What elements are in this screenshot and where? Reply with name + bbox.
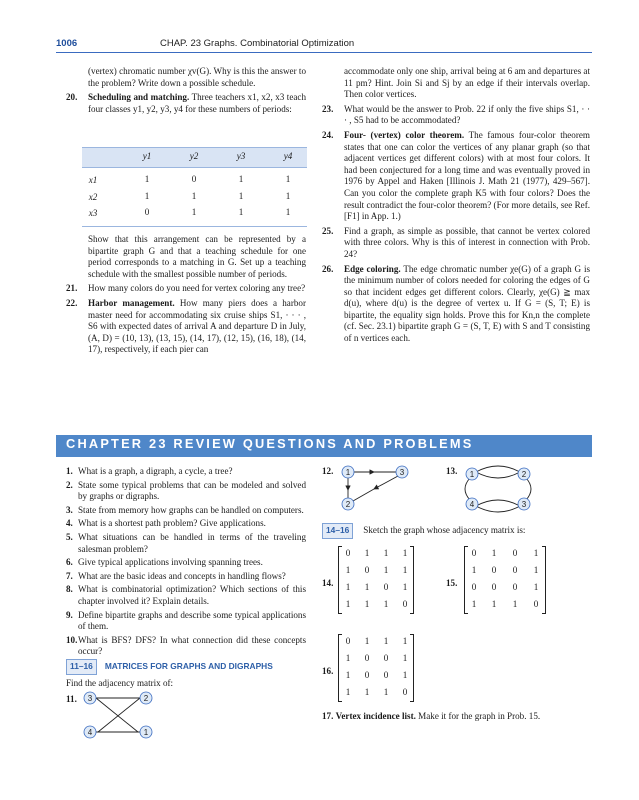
graph-node-label: 3 (87, 694, 93, 703)
review-question-number: 2. (66, 479, 73, 490)
table-cell: 1 (191, 207, 197, 217)
graph-node-label: 3 (399, 468, 405, 477)
section-11-16-range: 11–16 (66, 659, 97, 675)
matrix-cell: 0 (491, 565, 497, 575)
table-cell: 1 (238, 207, 244, 217)
graph-edge (98, 698, 140, 732)
problem-20-after-table: Show that this arrangement can be represented by a bipartite graph G and that a teaching schedule for one period corresponds to a matching in G. Set up a teaching schedule with the smallest possible number of periods. (88, 234, 306, 279)
graph-node-label: 4 (87, 728, 93, 737)
graph-edge (526, 478, 531, 500)
matrix-cell: 1 (402, 548, 408, 558)
matrix-cell: 0 (533, 599, 539, 609)
matrix-cell: 1 (471, 565, 477, 575)
matrix-cell: 0 (471, 582, 477, 592)
review-question-number: 8. (66, 584, 73, 595)
problem-15-matrix (464, 546, 546, 614)
graph-edge (476, 506, 520, 512)
review-question-text: State from memory how graphs can be handled on computers. (78, 504, 304, 515)
periods-table-header (82, 148, 307, 168)
graph-edge (476, 500, 520, 506)
table-cell: 1 (238, 174, 244, 184)
graph-node-label: 2 (143, 694, 149, 703)
review-question (66, 532, 306, 555)
review-question (66, 584, 306, 607)
matrix-cell: 1 (383, 565, 389, 575)
table-row (82, 172, 307, 189)
graph-node-label: 1 (469, 470, 475, 479)
row-header-x1: x1 (88, 175, 98, 185)
col-header-y3: y3 (236, 151, 246, 161)
review-question-number: 5. (66, 531, 73, 542)
table-row (82, 189, 307, 206)
review-question (66, 505, 306, 517)
review-banner-title: CHAPTER 23 REVIEW QUESTIONS AND PROBLEMS (66, 436, 474, 451)
matrix-cell: 1 (402, 670, 408, 680)
problem-26 (322, 264, 590, 345)
table-cell: 1 (285, 207, 291, 217)
matrix-cell: 1 (533, 582, 539, 592)
table-cell: 1 (144, 190, 150, 201)
table-cell: 1 (144, 174, 150, 184)
graph-edge (353, 489, 374, 501)
graph-node-label: 2 (345, 500, 351, 509)
problem-23-text: What would be the answer to Prob. 22 if only the five ships S1, · · · , S5 had to be accommodated? (344, 103, 590, 126)
col-header-y2: y2 (189, 151, 199, 161)
header-rule (56, 52, 592, 53)
problem-17-text: Make it for the graph in Prob. 15. (415, 711, 541, 721)
problem-12-graph (336, 464, 416, 512)
matrix-cell: 1 (364, 636, 370, 646)
right-column (322, 66, 590, 345)
table-cell: 0 (191, 174, 197, 184)
graph-node-label: 2 (521, 470, 527, 479)
graph-node-label: 4 (469, 500, 475, 509)
problem-25 (322, 226, 590, 261)
matrix-cell: 1 (345, 565, 351, 575)
col-header-y1: y1 (142, 151, 152, 161)
matrix-cell: 1 (345, 582, 351, 592)
problem-16-number: 16. (322, 666, 334, 676)
matrix-cell: 0 (345, 548, 351, 558)
problem-22-number: 22. (66, 297, 78, 308)
table-row (82, 205, 307, 222)
matrix-cell: 0 (364, 565, 370, 575)
review-question-text: What are the basic ideas and concepts in handling flows? (78, 570, 286, 581)
problem-22-text: How many piers does a harbor master need for accommodating six cruise ships S1, · · · , S6 with expected dates of arrival A and departure D in July, (A, D) = (10, 13), (13, 15), (14, 17), (12, 15), (16, 18), (14, 17), respectively, if each pier can (88, 297, 306, 355)
problem-26-title: Edge coloring. (344, 263, 401, 274)
graph-node-label: 3 (521, 500, 527, 509)
row-header-x2: x2 (88, 191, 98, 202)
review-question-number: 4. (66, 518, 73, 529)
problem-25-text: Find a graph, as simple as possible, that cannot be vertex colored with three colors. Why is this of interest in connection with Prob. 24? (344, 225, 590, 259)
matrix-cell: 0 (364, 653, 370, 663)
running-header (56, 38, 592, 52)
review-question-number: 6. (66, 557, 73, 568)
review-question-number: 1. (66, 466, 73, 476)
matrix-cell: 1 (402, 636, 408, 646)
problem-21-text: How many colors do you need for vertex coloring any tree? (88, 283, 306, 294)
problem-20 (66, 92, 306, 115)
problem-20-text: Three teachers x1, x2, x3 teach four classes y1, y2, y3, y4 for these numbers of periods: (88, 92, 306, 114)
review-question (66, 571, 306, 583)
problem-24-title: Four- (vertex) color theorem. (344, 129, 465, 140)
problem-24-text: The famous four-color theorem states that one can color the vertices of any planar graph (so that adjacent vertices get different colors) with at most four colors. It had been conjectured for a long time and was eventually proved in 1976 by Appel and Haken [Illinois J. Math 21 (1977), 429–567]. Can you color the complete graph K5 with four colors? Does the result contradict the four-color theorem? (For more details, see Ref. [F1] in App. 1.) (344, 129, 591, 222)
matrix-cell: 1 (533, 565, 539, 575)
matrix-cell: 0 (345, 636, 351, 646)
periods-table (82, 147, 307, 227)
matrix-cell: 1 (533, 548, 539, 558)
matrix-cell: 0 (402, 687, 408, 697)
problem-15-number: 15. (446, 578, 458, 588)
problem-13-number: 13. (446, 466, 458, 476)
problem-17-number: 17. (322, 711, 334, 721)
problem-22-title: Harbor management. (88, 297, 175, 308)
matrix-cell: 1 (345, 687, 351, 697)
problem-14-matrix (338, 546, 414, 614)
matrix-cell: 0 (471, 548, 477, 558)
graph-node-label: 1 (143, 728, 149, 737)
matrix-cell: 1 (383, 636, 389, 646)
review-question-number: 3. (66, 504, 73, 515)
row-header-x3: x3 (88, 208, 98, 218)
problem-21-number: 21. (66, 283, 78, 294)
matrix-cell: 1 (402, 565, 408, 575)
problem-26-text: The edge chromatic number χe(G) of a graph G is the minimum number of colors needed for coloring the edges of G so that incident edges get different colors. Clearly, χe(G) ≧ max d(u), where d(u) is the degree of vertex u. If G = (S, T; E) is bipartite, the equality sign holds. Prove this for Kn,n the complete (cf. Sec. 23.1) bipartite graph G = (S, T, E) with S and T consisting of n vertices each. (344, 263, 591, 344)
problem-24-number: 24. (322, 129, 334, 140)
review-question-text: What is combinatorial optimization? Which sections of this chapter involved it? Explain details. (78, 584, 306, 606)
section-11-16-instruction: Find the adjacency matrix of: (66, 678, 174, 688)
matrix-cell: 1 (364, 687, 370, 697)
left-column (66, 66, 306, 115)
problem-24 (322, 130, 590, 223)
section-14-16-range: 14–16 (322, 523, 353, 539)
problem-26-number: 26. (322, 263, 334, 274)
matrix-cell: 1 (345, 653, 351, 663)
problem-12-number: 12. (322, 466, 334, 476)
matrix-cell: 1 (364, 548, 370, 558)
problem-11-number: 11. (66, 694, 77, 704)
graph-edge (465, 478, 470, 500)
review-question-text: What is a graph, a digraph, a cycle, a tree? (78, 466, 233, 476)
problem-16-matrix (338, 634, 414, 702)
review-question-text: Give typical applications involving spanning trees. (78, 557, 263, 568)
col-header-y4: y4 (283, 151, 293, 161)
review-question-number: 9. (66, 609, 73, 620)
problem-20-title: Scheduling and matching. (88, 92, 190, 103)
matrix-cell: 1 (383, 548, 389, 558)
review-question (66, 466, 306, 478)
matrix-cell: 1 (402, 582, 408, 592)
running-title: CHAP. 23 Graphs. Combinatorial Optimization (160, 38, 355, 49)
table-cell: 1 (238, 190, 244, 201)
problem-20-number: 20. (66, 92, 78, 103)
matrix-cell: 0 (512, 548, 518, 558)
graph-edge (96, 698, 138, 732)
review-banner (56, 435, 592, 457)
section-11-16-title: MATRICES FOR GRAPHS AND DIGRAPHS (104, 661, 273, 671)
review-question (66, 610, 306, 633)
review-question (66, 518, 306, 530)
matrix-cell: 1 (345, 670, 351, 680)
matrix-cell: 1 (383, 687, 389, 697)
problem-23 (322, 104, 590, 127)
graph-edge (476, 466, 520, 472)
matrix-cell: 0 (364, 670, 370, 680)
graph-edge (476, 472, 520, 478)
table-cell: 0 (144, 207, 150, 217)
problem-23-number: 23. (322, 103, 334, 114)
table-cell: 1 (285, 190, 291, 201)
matrix-cell: 1 (383, 599, 389, 609)
matrix-cell: 0 (383, 582, 389, 592)
review-question (66, 480, 306, 503)
problem-21 (66, 283, 306, 295)
problem-13-graph (462, 464, 534, 514)
review-question-text: What is a shortest path problem? Give applications. (78, 518, 266, 529)
problem-25-number: 25. (322, 225, 334, 236)
matrix-cell: 1 (471, 599, 477, 609)
left-column-lower (66, 234, 306, 356)
problem-17-title: Vertex incidence list. (335, 711, 416, 721)
matrix-cell: 1 (345, 599, 351, 609)
problem-19-continuation: (vertex) chromatic number χv(G). Why is this the answer to the problem? Write down a possible schedule. (88, 66, 306, 88)
problem-22-continuation: accommodate only one ship, arrival being at 6 am and departures at 11 pm? Hint. Join Si and Sj by an edge if their intervals overlap. Then color vertices. (344, 66, 590, 100)
review-question-text: What situations can be handled in terms of the traveling salesman problem? (78, 531, 306, 554)
matrix-cell: 0 (491, 582, 497, 592)
problem-14-number: 14. (322, 578, 334, 588)
matrix-cell: 1 (512, 599, 518, 609)
graph-edge (374, 476, 398, 489)
matrix-cell: 1 (402, 653, 408, 663)
section-11-16-heading (66, 659, 326, 675)
review-question-number: 7. (66, 570, 73, 581)
problem-17 (322, 711, 590, 723)
review-question (66, 635, 306, 658)
section-14-16-heading (322, 523, 525, 539)
review-question-number: 10. (66, 634, 78, 645)
matrix-cell: 0 (402, 599, 408, 609)
problem-11-graph (78, 690, 158, 742)
matrix-cell: 1 (364, 599, 370, 609)
review-questions (66, 466, 306, 660)
review-question (66, 557, 306, 569)
table-cell: 1 (191, 190, 197, 201)
section-14-16-instruction: Sketch the graph whose adjacency matrix is: (363, 525, 526, 535)
review-question-text: Define bipartite graphs and describe some typical applications of them. (78, 609, 306, 632)
matrix-cell: 0 (383, 670, 389, 680)
matrix-cell: 0 (383, 653, 389, 663)
review-question-text: What is BFS? DFS? In what connection did these concepts occur? (78, 634, 306, 657)
matrix-cell: 0 (512, 565, 518, 575)
page-number: 1006 (56, 38, 78, 49)
matrix-cell: 1 (364, 582, 370, 592)
matrix-cell: 1 (491, 548, 497, 558)
matrix-cell: 0 (512, 582, 518, 592)
review-question-text: State some typical problems that can be modeled and solved by graphs or digraphs. (78, 479, 306, 502)
table-cell: 1 (285, 174, 291, 184)
problem-22 (66, 298, 306, 356)
matrix-cell: 1 (491, 599, 497, 609)
graph-node-label: 1 (345, 468, 351, 477)
